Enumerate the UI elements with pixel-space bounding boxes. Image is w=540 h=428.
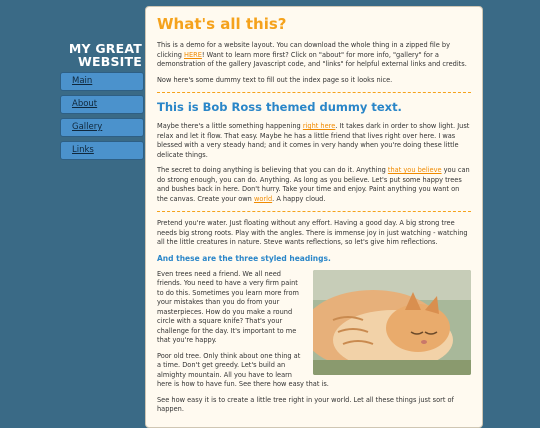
right-here-link[interactable]: right here bbox=[302, 122, 336, 130]
world-link[interactable]: world bbox=[253, 194, 273, 203]
dummy-note: Now here's some dummy text to fill out the index page so it looks nice. bbox=[157, 75, 393, 84]
nav-item-links[interactable]: Links bbox=[60, 141, 144, 160]
download-link[interactable]: HERE bbox=[184, 50, 202, 59]
main-nav bbox=[60, 72, 144, 164]
paragraph-5: Poor old tree. Only think about one thing at a time. Don't get greedy. Let's build an almighty mountain. All you have to learn here is how to have fun. See there how easy that is. bbox=[157, 351, 329, 388]
paragraph-2: The secret to doing anything is believing that you can do it. Anything that you believe you can do strong enough, you can do. Anything. As long as you believe. Let's put some happy trees and bushes back in here. Don't hurry. Take your time and enjoy. Paint anything you want on the canvas. Create your own world. A happy cloud. bbox=[157, 166, 470, 203]
divider bbox=[157, 92, 471, 93]
section-heading: This is Bob Ross themed dummy text. bbox=[157, 100, 402, 114]
nav-item-about[interactable]: About bbox=[60, 95, 144, 114]
site-title: MY GREAT WEBSITE bbox=[68, 41, 142, 69]
paragraph-6: See how easy it is to create a little tree right in your world. Let all these things just sort of happen. bbox=[157, 395, 454, 413]
content-panel bbox=[145, 6, 483, 428]
divider bbox=[157, 211, 471, 212]
nav-item-gallery[interactable]: Gallery bbox=[60, 118, 144, 137]
intro-paragraph: This is a demo for a website layout. You can download the whole thing in a zipped file by clicking HERE! Want to learn more first? Click on "about" for more info, "gallery" for a demonstration of the gallery Javascript code, and "links" for helpful external links and credits. bbox=[157, 41, 467, 68]
paragraph-4: Even trees need a friend. We all need friends. You need to have a very firm paint to do this. Sometimes you learn more from your mistakes than you do from your masterpieces. How do you make a round circle with a square knife? That's your challenge for the day. It's important to me that you're happy. bbox=[157, 270, 471, 346]
believe-link[interactable]: that you believe bbox=[387, 166, 442, 174]
paragraph-3: Pretend you're water. Just floating without any effort. Having a good day. A big strong tree needs big strong roots. Play with the angles. There is immense joy in just watching - watching all the little creatures in nature. Steve wants reflections, so let's give him reflections. bbox=[157, 219, 468, 246]
nav-item-main[interactable]: Main bbox=[60, 72, 144, 91]
paragraph-1: Maybe there's a little something happening right here. It takes dark in order to show light. Just relax and let it flow. That easy. Maybe he has a little friend that lives right over here. I was blessed with a very steady hand; and it comes in very handy when you're doing these little delicate things. bbox=[157, 122, 470, 159]
page-title: What's all this? bbox=[157, 15, 287, 33]
cat-photo bbox=[313, 270, 471, 375]
styled-heading: And these are the three styled headings. bbox=[157, 253, 331, 263]
